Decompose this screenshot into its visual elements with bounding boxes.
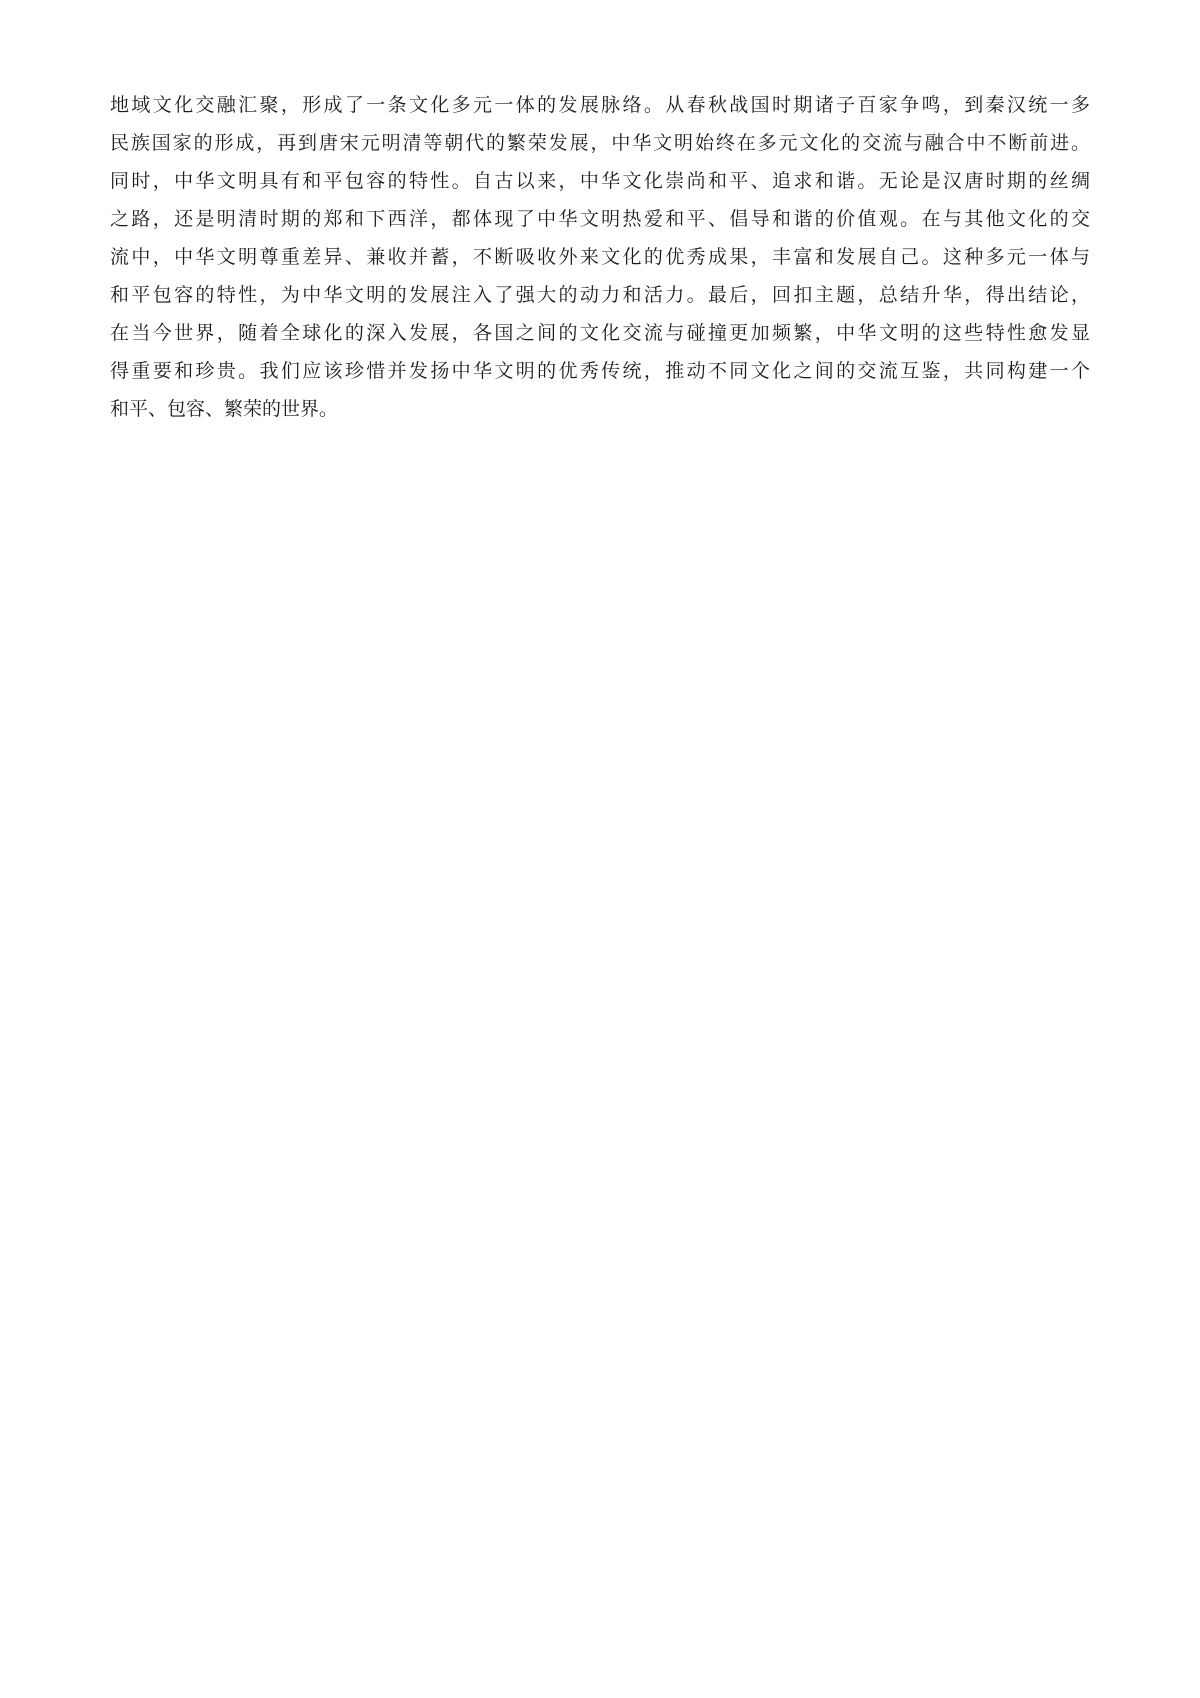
text-line: 同时，中华文明具有和平包容的特性。自古以来，中华文化崇尚和平、追求和谐。无论是汉唐时期的丝绸 — [110, 170, 1090, 192]
text-line: 之路，还是明清时期的郑和下西洋，都体现了中华文明热爱和平、倡导和谐的价值观。在与其他文化的交 — [110, 208, 1090, 230]
text-line: 流中，中华文明尊重差异、兼收并蓄，不断吸收外来文化的优秀成果，丰富和发展自己。这种多元一体与 — [110, 246, 1090, 268]
text-line: 得重要和珍贵。我们应该珍惜并发扬中华文明的优秀传统，推动不同文化之间的交流互鉴，共同构建一个 — [110, 360, 1090, 382]
text-line-last: 和平、包容、繁荣的世界。 — [110, 398, 339, 420]
text-line: 在当今世界，随着全球化的深入发展，各国之间的文化交流与碰撞更加频繁，中华文明的这些特性愈发显 — [110, 322, 1090, 344]
text-line: 和平包容的特性，为中华文明的发展注入了强大的动力和活力。最后，回扣主题，总结升华，得出结论， — [110, 284, 1090, 306]
text-line: 民族国家的形成，再到唐宋元明清等朝代的繁荣发展，中华文明始终在多元文化的交流与融合中不断前进。 — [110, 132, 1090, 154]
body-paragraph — [110, 86, 1090, 428]
text-line: 地域文化交融汇聚，形成了一条文化多元一体的发展脉络。从春秋战国时期诸子百家争鸣，到秦汉统一多 — [110, 94, 1090, 116]
